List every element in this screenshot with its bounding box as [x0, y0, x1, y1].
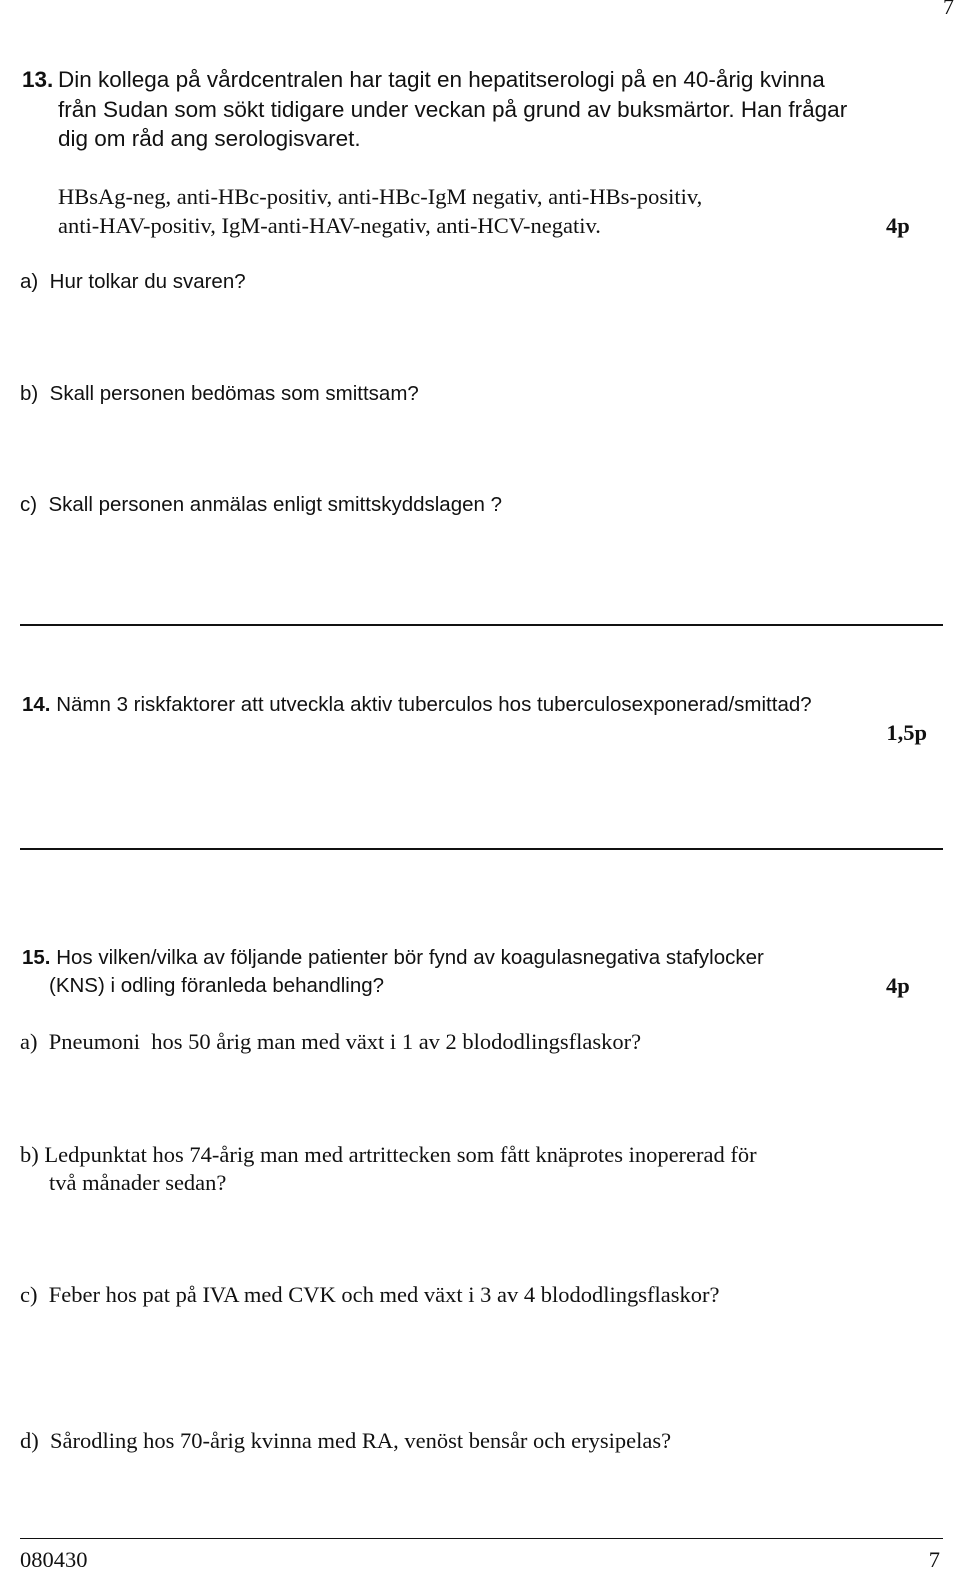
- question-13c: [20, 491, 502, 519]
- question-15-line-1: [22, 944, 764, 972]
- question-14-text: Nämn 3 riskfaktorer att utveckla aktiv tuberculos hos tuberculosexponerad/smittad?: [56, 693, 812, 716]
- question-13a: [20, 268, 246, 296]
- serology-result-line-1: HBsAg-neg, anti-HBc-positiv, anti-HBc-IgM negativ, anti-HBs-positiv,: [58, 184, 703, 209]
- question-14-points: 1,5p: [886, 720, 927, 745]
- question-13a-label: a): [20, 270, 39, 293]
- footer-code: 080430: [20, 1547, 88, 1572]
- question-15c-text: Feber hos pat på IVA med CVK och med växt i 3 av 4 blododlingsflaskor?: [48, 1282, 720, 1307]
- question-15d-text: Sårodling hos 70-årig kvinna med RA, venöst bensår och erysipelas?: [50, 1428, 672, 1453]
- question-13-intro-line-2: från Sudan som sökt tidigare under veckan på grund av buksmärtor. Han frågar: [58, 97, 848, 122]
- divider-1: [20, 624, 943, 626]
- question-15d-label: d): [20, 1428, 39, 1453]
- question-13c-label: c): [20, 493, 38, 516]
- question-13b: [20, 380, 419, 408]
- question-15-number: 15.: [22, 946, 51, 969]
- question-14-number: 14.: [22, 693, 51, 716]
- question-14: [22, 691, 812, 719]
- question-15a-label: a): [20, 1029, 38, 1054]
- question-15b-label: b): [20, 1142, 39, 1167]
- question-13b-label: b): [20, 382, 39, 405]
- question-15c: [20, 1281, 719, 1309]
- question-13c-text: Skall personen anmälas enligt smittskyddslagen ?: [48, 493, 503, 516]
- footer-rule: [20, 1538, 943, 1539]
- question-13a-text: Hur tolkar du svaren?: [49, 270, 246, 293]
- footer-page-number: 7: [928, 1547, 940, 1572]
- page-number-top: 7: [943, 0, 954, 19]
- question-15b-text-line-2: två månader sedan?: [49, 1170, 227, 1195]
- serology-result-line-2: anti-HAV-positiv, IgM-anti-HAV-negativ, anti-HCV-negativ.: [58, 213, 601, 238]
- question-15b: [20, 1141, 757, 1169]
- question-13-intro-line-1: Din kollega på vårdcentralen har tagit en hepatitserologi på en 40-årig kvinna: [58, 67, 825, 92]
- question-15c-label: c): [20, 1282, 38, 1307]
- question-15-points: 4p: [886, 973, 910, 998]
- question-15a-text: Pneumoni hos 50 årig man med växt i 1 av 2 blododlingsflaskor?: [48, 1029, 642, 1054]
- divider-2: [20, 848, 943, 850]
- question-13-number: 13.: [22, 67, 54, 92]
- question-15b-text: Ledpunktat hos 74-årig man med artrittecken som fått knäprotes inopererad för: [44, 1142, 757, 1167]
- question-13b-text: Skall personen bedömas som smittsam?: [49, 382, 419, 405]
- question-15d: [20, 1427, 671, 1455]
- question-15-text-line-1: Hos vilken/vilka av följande patienter bör fynd av koagulasnegativa stafylocker: [56, 946, 764, 969]
- question-15-text-line-2: (KNS) i odling föranleda behandling?: [49, 974, 385, 997]
- question-13-intro-line-3: dig om råd ang serologisvaret.: [58, 126, 361, 151]
- question-13-points: 4p: [886, 213, 910, 238]
- question-15a: [20, 1028, 641, 1056]
